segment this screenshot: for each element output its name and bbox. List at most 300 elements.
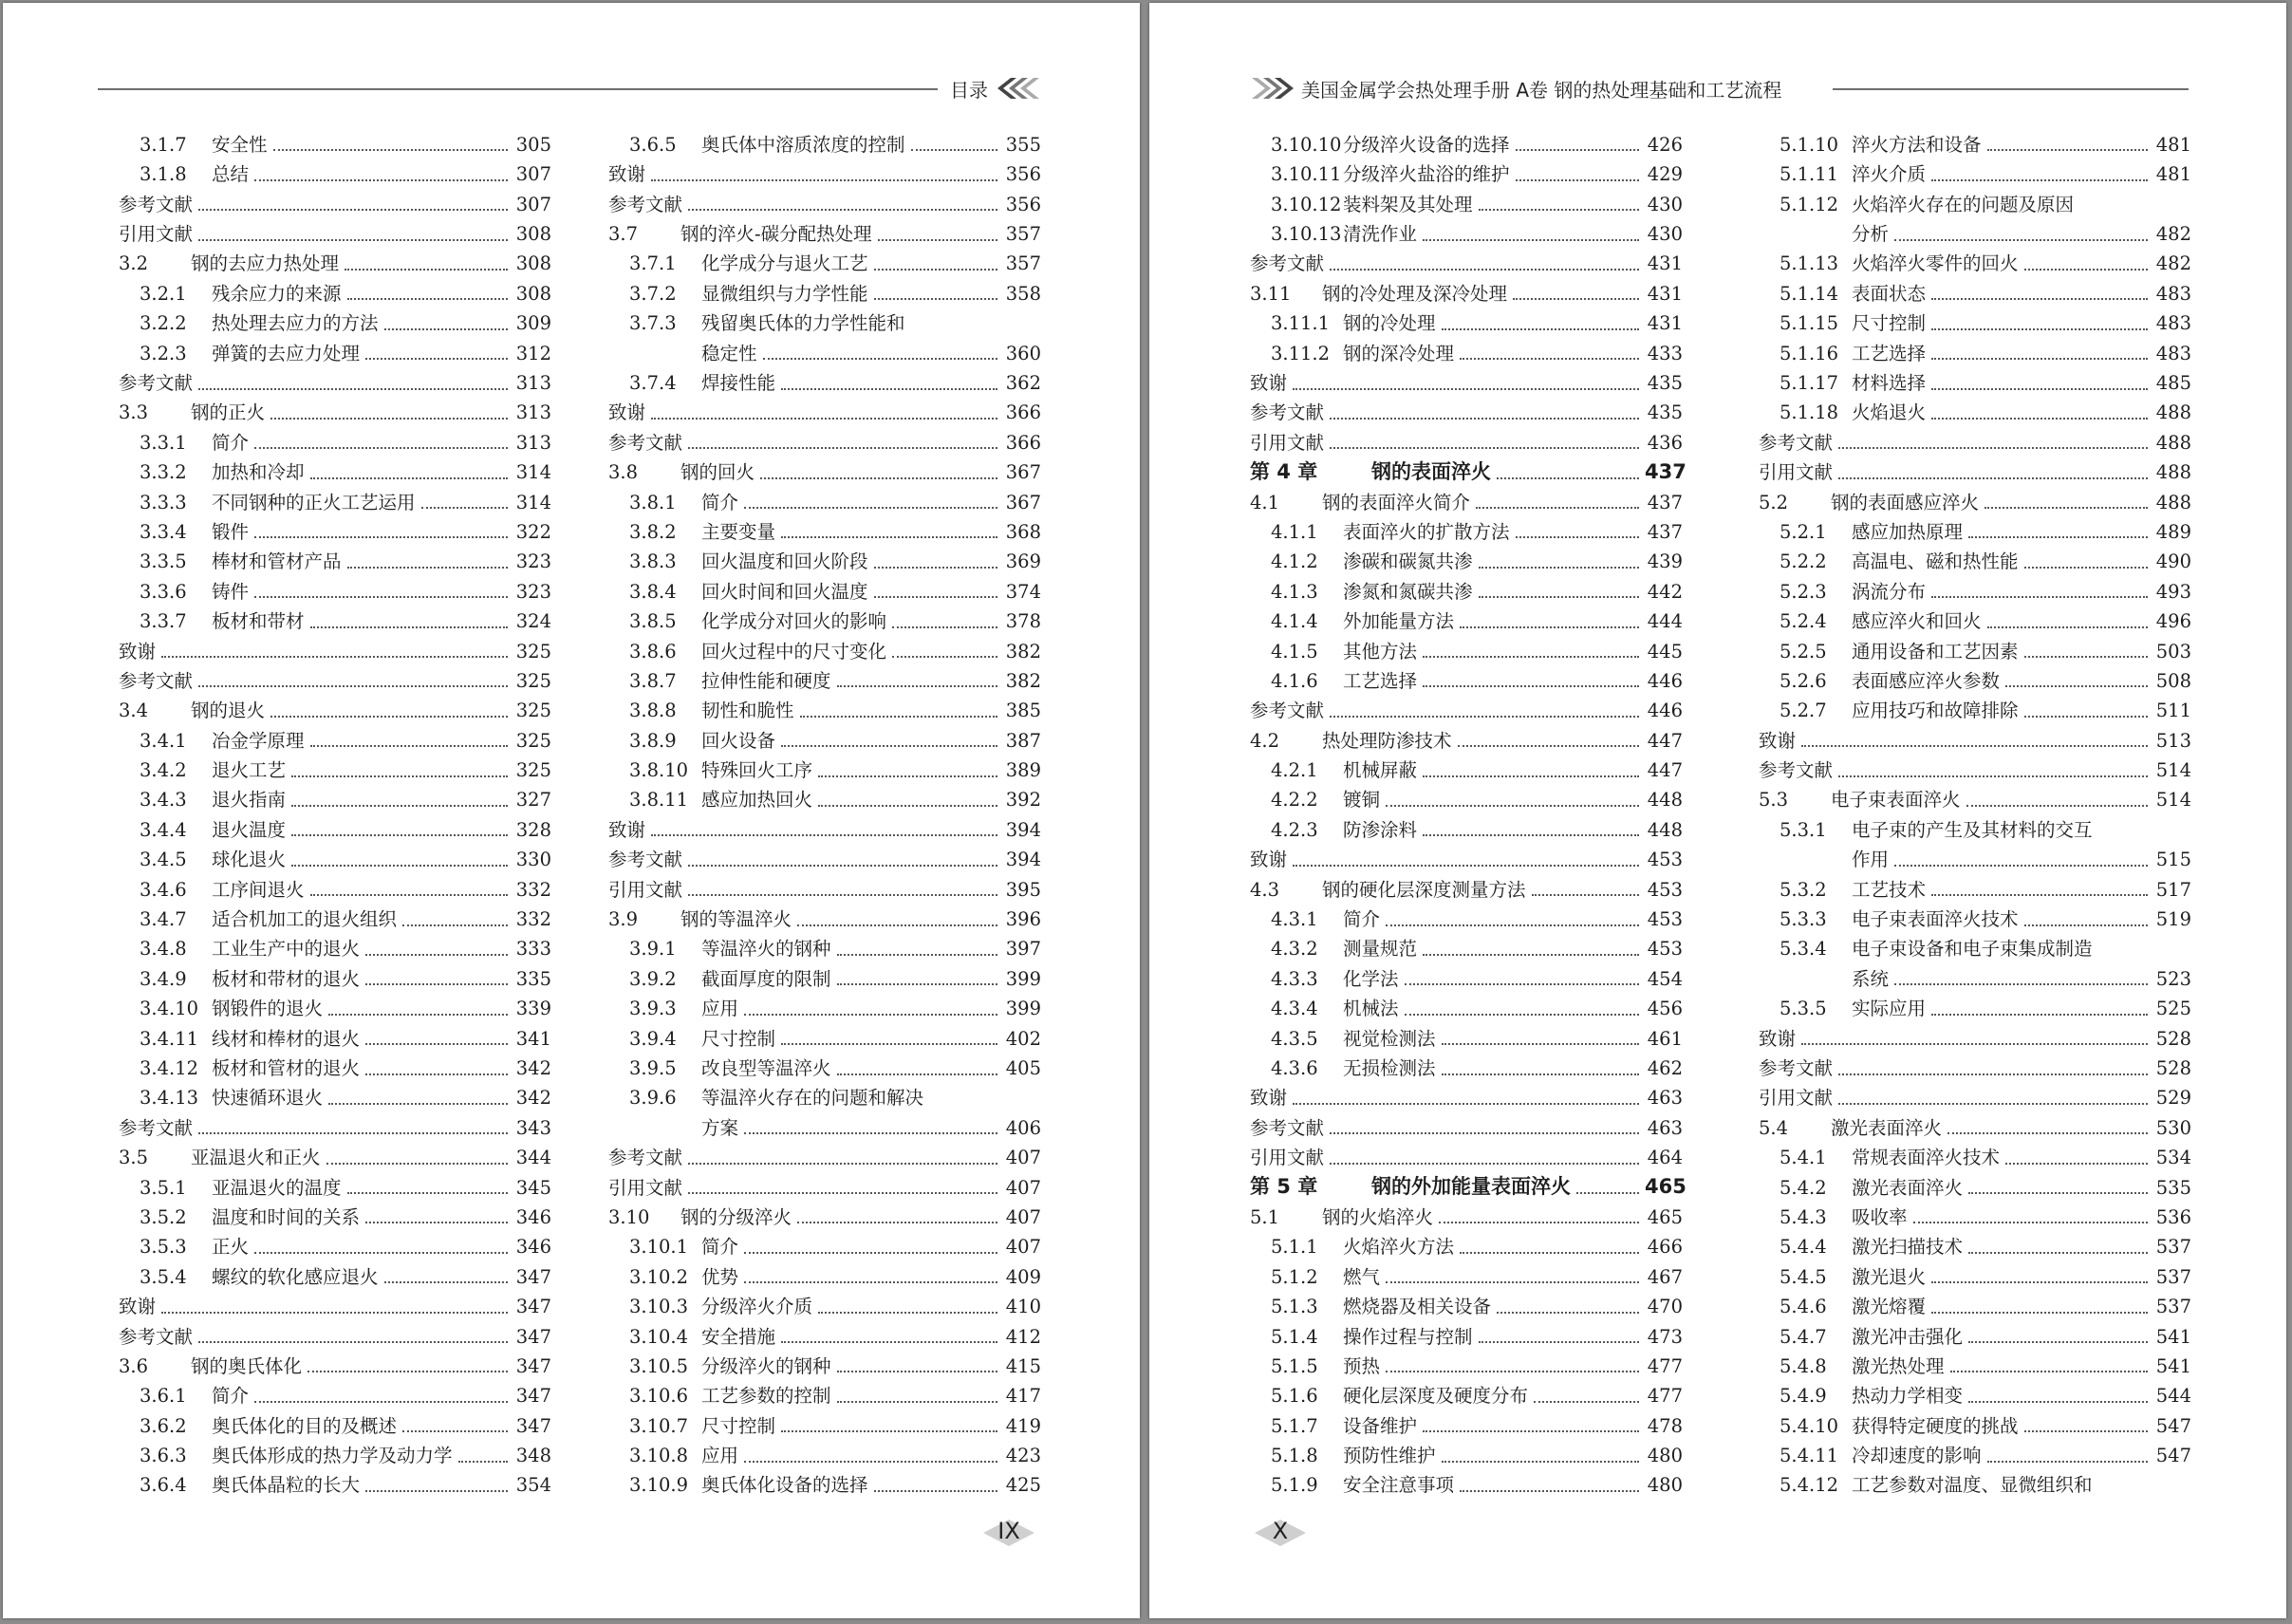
- header-rule: [1833, 88, 2189, 90]
- dot-leader: [291, 805, 508, 807]
- dot-leader: [651, 179, 997, 181]
- toc-entry-title: 回火设备: [701, 729, 776, 752]
- dot-leader: [763, 358, 997, 360]
- toc-entry: [608, 307, 1041, 336]
- toc-entry-title: 电子束的产生及其材料的交互: [1852, 818, 2093, 841]
- running-head: [3, 75, 1140, 103]
- toc-entry-page: 448: [1647, 818, 1683, 841]
- toc-entry-page: 431: [1647, 282, 1683, 305]
- toc-entry-number: 5.2.1: [1780, 520, 1827, 543]
- toc-entry-number: 4.3.3: [1271, 967, 1318, 990]
- toc-entry: [119, 1379, 551, 1409]
- toc-entry-number: 3.8.3: [629, 551, 677, 573]
- dot-leader: [1479, 596, 1639, 598]
- dot-leader: [688, 1163, 997, 1165]
- dot-leader: [874, 269, 997, 271]
- toc-entry-number: 5.4.10: [1780, 1414, 1839, 1437]
- toc-entry-page: 541: [2155, 1325, 2191, 1348]
- toc-entry-number: 4.1: [1250, 491, 1280, 513]
- toc-entry-title: 回火过程中的尺寸变化: [701, 640, 887, 663]
- toc-entry-number: 4.1.4: [1271, 610, 1318, 633]
- toc-entry-title: 机械法: [1343, 998, 1399, 1020]
- toc-entry-number: 5.2.6: [1780, 669, 1827, 692]
- dot-leader: [1968, 1341, 2148, 1343]
- toc-entry-number: 3.6: [119, 1354, 149, 1377]
- dot-leader: [345, 269, 508, 271]
- toc-entry-page: 342: [515, 1057, 551, 1079]
- toc-entry-page: 345: [515, 1176, 551, 1199]
- toc-entry-number: 3.4.2: [140, 759, 187, 782]
- toc-entry-title: 球化退火: [212, 849, 287, 871]
- toc-entry-title: 螺纹的软化感应退火: [212, 1265, 379, 1288]
- toc-entry-page: 482: [2155, 223, 2191, 246]
- toc-entry-title: 获得特定硬度的挑战: [1852, 1414, 2019, 1437]
- toc-entry-title: 显微组织与力学性能: [701, 282, 868, 305]
- toc-entry: [1759, 1230, 2191, 1260]
- toc-entry-number: 3.3.6: [140, 580, 187, 603]
- toc-entry: [1250, 1350, 1683, 1379]
- toc-entry-page: 362: [1005, 372, 1041, 395]
- toc-entry-title: 渗氮和氮碳共渗: [1343, 580, 1473, 603]
- toc-entry-number: 3.4.6: [140, 878, 187, 901]
- toc-entry: [608, 903, 1041, 932]
- toc-entry-number: 第 5 章: [1250, 1175, 1318, 1199]
- toc-entry-title: 参考文献: [119, 669, 194, 692]
- toc-entry-number: 3.4.8: [140, 938, 187, 961]
- dot-leader: [1838, 477, 2148, 479]
- toc-entry: [1759, 724, 2191, 754]
- toc-entry-number: 5.3.3: [1780, 908, 1827, 931]
- toc-entry-page: 410: [1005, 1296, 1041, 1318]
- toc-entry-page: 325: [515, 640, 551, 663]
- dot-leader: [1330, 418, 1639, 420]
- toc-entry-title: 优势: [701, 1265, 739, 1288]
- dot-leader: [688, 1192, 997, 1194]
- toc-entry: [119, 903, 551, 932]
- toc-chapter-entry: [1250, 1171, 1686, 1201]
- toc-entry: [1759, 1111, 2191, 1141]
- dot-leader: [1838, 447, 2148, 449]
- dot-leader: [651, 834, 997, 836]
- toc-entry: [608, 277, 1041, 307]
- toc-entry: [119, 664, 551, 694]
- toc-entry-number: 3.10: [608, 1205, 650, 1228]
- toc-entry-title: 参考文献: [608, 1147, 683, 1169]
- page-number-text: IX: [997, 1518, 1020, 1544]
- dot-leader: [310, 626, 508, 628]
- toc-entry-number: 5.2.5: [1780, 640, 1827, 663]
- toc-entry-title: 焊接性能: [701, 372, 776, 395]
- running-head: [1149, 75, 2286, 103]
- toc-entry-page: 305: [515, 133, 551, 156]
- toc-column-3: [1250, 128, 1686, 1499]
- toc-entry-title: 应用: [701, 998, 739, 1020]
- toc-entry: [608, 486, 1041, 515]
- dot-leader: [1931, 894, 2148, 896]
- toc-entry-number: 3.2.2: [140, 312, 187, 335]
- toc-entry-page: 488: [2155, 431, 2191, 454]
- toc-entry-number: 3.8: [608, 461, 639, 484]
- toc-entry-page: 508: [2155, 669, 2191, 692]
- toc-entry: [1250, 1111, 1683, 1141]
- toc-entry-page: 482: [2155, 252, 2191, 275]
- toc-entry-page: 447: [1647, 759, 1683, 782]
- toc-entry-page: 485: [2155, 372, 2191, 395]
- toc-entry-title: 通用设备和工艺因素: [1852, 640, 2019, 663]
- toc-entry-number: 3.8.7: [629, 669, 677, 692]
- toc-entry-title: 预热: [1343, 1354, 1381, 1377]
- toc-entry-title: 不同钢种的正火工艺运用: [212, 491, 416, 513]
- toc-entry: [1759, 158, 2191, 187]
- dot-leader: [198, 388, 508, 390]
- toc-entry-title: 致谢: [608, 818, 646, 841]
- toc-entry-number: 5.2.3: [1780, 580, 1827, 603]
- toc-entry-page: 496: [2155, 610, 2191, 633]
- dot-leader: [837, 685, 997, 687]
- dot-leader: [402, 1430, 508, 1432]
- toc-entry-number: 3.1.8: [140, 163, 187, 186]
- toc-entry: [1250, 397, 1683, 426]
- dot-leader: [837, 1371, 997, 1372]
- toc-entry: [1759, 784, 2191, 813]
- toc-entry-page: 325: [515, 669, 551, 692]
- toc-chapter-entry: [1250, 456, 1686, 485]
- toc-entry: [1250, 426, 1683, 456]
- toc-entry-title: 简介: [212, 431, 250, 454]
- toc-entry-page: 417: [1005, 1385, 1041, 1408]
- dot-leader: [2005, 1163, 2148, 1165]
- dot-leader: [781, 536, 997, 538]
- toc-entry-page: 493: [2155, 580, 2191, 603]
- toc-entry-title: 等温淬火的钢种: [701, 938, 831, 961]
- toc-entry: [1759, 664, 2191, 694]
- toc-entry: [119, 397, 551, 426]
- toc-entry-page: 511: [2155, 700, 2191, 722]
- toc-entry: [1250, 873, 1683, 903]
- toc-entry-page: 322: [515, 520, 551, 543]
- toc-entry: [1250, 813, 1683, 843]
- toc-entry: [608, 1171, 1041, 1201]
- dot-leader: [818, 805, 997, 807]
- toc-entry-title: 致谢: [1250, 372, 1288, 395]
- toc-entry-number: 3.10.7: [629, 1414, 689, 1437]
- toc-entry: [608, 1230, 1041, 1260]
- dot-leader: [1894, 239, 2148, 241]
- toc-entry: [1759, 694, 2191, 723]
- toc-entry-title: 板材和带材的退火: [212, 967, 361, 990]
- dot-leader: [878, 239, 997, 241]
- toc-entry-page: 453: [1647, 878, 1683, 901]
- toc-entry-number: 4.3.1: [1271, 908, 1318, 931]
- dot-leader: [911, 149, 997, 151]
- toc-entry-title: 渗碳和碳氮共渗: [1343, 551, 1473, 573]
- toc-entry-title: 淬火介质: [1852, 163, 1927, 186]
- toc-entry-number: 3.2.3: [140, 342, 187, 364]
- toc-entry-title: 残余应力的来源: [212, 282, 342, 305]
- dot-leader: [818, 775, 997, 777]
- toc-entry-title: 常规表面淬火技术: [1852, 1147, 2001, 1169]
- toc-entry: [119, 754, 551, 783]
- toc-entry-title: 工业生产中的退火: [212, 938, 361, 961]
- dot-leader: [1386, 1371, 1639, 1372]
- chevron-right-icon: [1248, 78, 1294, 99]
- toc-entry-number: 5.1.18: [1780, 401, 1839, 424]
- toc-entry-title: 其他方法: [1343, 640, 1418, 663]
- toc-entry: [608, 545, 1041, 574]
- toc-entry-number: 5.1.4: [1271, 1325, 1318, 1348]
- toc-entry-title: 奥氏体形成的热力学及动力学: [212, 1445, 453, 1467]
- toc-entry-number: 5.4.9: [1780, 1385, 1827, 1408]
- dot-leader: [1913, 1222, 2148, 1223]
- dot-leader: [347, 567, 508, 569]
- dot-leader: [760, 477, 997, 479]
- dot-leader: [1330, 1163, 1639, 1165]
- toc-entry-number: 4.1.2: [1271, 551, 1318, 573]
- toc-entry-title: 冶金学原理: [212, 729, 305, 752]
- toc-column-4: [1759, 128, 2191, 1499]
- toc-entry-title: 钢的去应力热处理: [191, 252, 340, 275]
- toc-entry: [608, 426, 1041, 456]
- dot-leader: [270, 716, 508, 718]
- dot-leader: [892, 656, 997, 658]
- dot-leader: [1516, 179, 1639, 181]
- toc-entry-title: 钢的硬化层深度测量方法: [1322, 878, 1526, 901]
- toc-entry-page: 332: [515, 878, 551, 901]
- toc-entry-page: 437: [1645, 459, 1686, 483]
- toc-entry: [119, 1409, 551, 1439]
- toc-entry-title: 致谢: [608, 163, 646, 186]
- toc-entry-page: 528: [2155, 1057, 2191, 1079]
- toc-entry: [1250, 933, 1683, 962]
- toc-entry: [608, 397, 1041, 426]
- toc-entry-title: 弹簧的去应力处理: [212, 342, 361, 364]
- dot-leader: [874, 1490, 997, 1492]
- toc-entry-number: 3.1.7: [140, 133, 187, 156]
- toc-entry: [608, 664, 1041, 694]
- dot-leader: [1293, 388, 1639, 390]
- toc-entry-page: 382: [1005, 640, 1041, 663]
- toc-entry: [119, 873, 551, 903]
- toc-entry-title: 感应加热原理: [1852, 520, 1964, 543]
- toc-entry-title: 安全性: [212, 133, 268, 156]
- toc-entry-page: 448: [1647, 789, 1683, 812]
- toc-entry-title: 钢的回火: [680, 461, 755, 484]
- toc-entry-title: 热处理去应力的方法: [212, 312, 379, 335]
- dot-leader: [744, 1461, 997, 1463]
- toc-entry: [119, 158, 551, 187]
- dot-leader: [328, 1014, 508, 1016]
- toc-entry-number: 5.4.11: [1780, 1445, 1839, 1467]
- dot-leader: [1423, 834, 1639, 836]
- page-number: [1247, 1514, 1314, 1552]
- toc-entry-number: 4.3.5: [1271, 1027, 1318, 1050]
- toc-entry: [1759, 1171, 2191, 1201]
- toc-entry: [1250, 754, 1683, 783]
- toc-entry-page: 312: [515, 342, 551, 364]
- dot-leader: [892, 626, 997, 628]
- toc-entry-title: 简介: [212, 1385, 250, 1408]
- toc-entry: [119, 575, 551, 605]
- toc-entry: [119, 456, 551, 485]
- toc-entry-number: 3.3.3: [140, 491, 187, 513]
- dot-leader: [254, 1401, 508, 1403]
- toc-entry-number: 3.4.10: [140, 998, 199, 1020]
- dot-leader: [797, 1222, 997, 1223]
- toc-entry: [1759, 933, 2191, 962]
- toc-entry-page: 405: [1005, 1057, 1041, 1079]
- dot-leader: [161, 656, 508, 658]
- toc-entry-page: 478: [1647, 1414, 1683, 1437]
- toc-entry: [1759, 515, 2191, 545]
- toc-entry-number: 3.8.9: [629, 729, 677, 752]
- dot-leader: [365, 983, 508, 985]
- toc-entry-number: 5.1.7: [1271, 1414, 1318, 1437]
- toc-entry-page: 481: [2155, 163, 2191, 186]
- dot-leader: [198, 1341, 508, 1343]
- dot-leader: [1442, 1073, 1639, 1075]
- toc-entry-page: 429: [1647, 163, 1683, 186]
- toc-entry-number: 3.6.5: [629, 133, 677, 156]
- toc-entry: [119, 1350, 551, 1379]
- dot-leader: [744, 1252, 997, 1254]
- toc-entry: [1759, 1290, 2191, 1319]
- toc-entry-page: 347: [515, 1265, 551, 1288]
- toc-entry-page: 436: [1647, 431, 1683, 454]
- toc-entry-number: 3.10.3: [629, 1296, 689, 1318]
- toc-entry-page: 419: [1005, 1414, 1041, 1437]
- toc-entry: [608, 813, 1041, 843]
- toc-entry: [119, 188, 551, 217]
- toc-entry-title: 参考文献: [608, 193, 683, 215]
- toc-entry: [608, 754, 1041, 783]
- toc-entry-page: 406: [1005, 1116, 1041, 1139]
- toc-entry-number: 3.8.10: [629, 759, 689, 782]
- toc-entry-title: 致谢: [1759, 1027, 1797, 1050]
- toc-entry-number: 3.10.1: [629, 1236, 689, 1259]
- toc-entry-number: 3.6.4: [140, 1474, 187, 1497]
- toc-entry: [1759, 128, 2191, 158]
- toc-entry-page: 369: [1005, 551, 1041, 573]
- toc-entry-page: 547: [2155, 1445, 2191, 1467]
- toc-entry-number: 4.1.6: [1271, 669, 1318, 692]
- toc-entry-title: 钢的火焰淬火: [1322, 1205, 1434, 1228]
- toc-entry-title: 测量规范: [1343, 938, 1418, 961]
- toc-entry-title: 正火: [212, 1236, 250, 1259]
- toc-entry-title: 涡流分布: [1852, 580, 1927, 603]
- toc-entry: [1759, 456, 2191, 485]
- dot-leader: [1293, 1103, 1639, 1105]
- toc-entry: [1250, 962, 1683, 992]
- toc-entry-title: 钢的退火: [191, 700, 266, 722]
- toc-entry-title: 高温电、磁和热性能: [1852, 551, 2019, 573]
- toc-entry: [1250, 992, 1683, 1021]
- toc-entry-page: 325: [515, 729, 551, 752]
- dot-leader: [1386, 924, 1639, 926]
- toc-entry: [1759, 843, 2191, 872]
- toc-entry-page: 394: [1005, 818, 1041, 841]
- toc-entry-number: 5.1.8: [1271, 1445, 1318, 1467]
- toc-entry-page: 470: [1647, 1296, 1683, 1318]
- toc-entry-title: 工艺参数对温度、显微组织和: [1852, 1474, 2093, 1497]
- toc-entry-number: 3.9: [608, 908, 639, 931]
- toc-entry: [1250, 635, 1683, 664]
- toc-entry-page: 327: [515, 789, 551, 812]
- toc-entry-page: 354: [515, 1474, 551, 1497]
- toc-entry-title: 参考文献: [1250, 401, 1325, 424]
- toc-entry-title: 引用文献: [1250, 431, 1325, 454]
- toc-entry-page: 537: [2155, 1296, 2191, 1318]
- toc-entry-page: 387: [1005, 729, 1041, 752]
- toc-entry-page: 454: [1647, 967, 1683, 990]
- toc-entry-page: 356: [1005, 193, 1041, 215]
- dot-leader: [781, 745, 997, 747]
- toc-entry-number: 5.4.2: [1780, 1176, 1827, 1199]
- toc-entry: [1250, 337, 1683, 366]
- toc-entry-title: 分级淬火设备的选择: [1343, 133, 1510, 156]
- toc-entry-page: 430: [1647, 193, 1683, 215]
- toc-entry-page: 308: [515, 223, 551, 246]
- toc-entry-title: 热动力学相变: [1852, 1385, 1964, 1408]
- toc-entry-number: 5.1.13: [1780, 252, 1839, 275]
- toc-entry-page: 426: [1647, 133, 1683, 156]
- toc-entry-page: 529: [2155, 1087, 2191, 1110]
- toc-entry-number: 5.4.8: [1780, 1354, 1827, 1377]
- toc-entry-number: 3.9.1: [629, 938, 677, 961]
- dot-leader: [198, 209, 508, 211]
- toc-entry-page: 466: [1647, 1236, 1683, 1259]
- toc-entry-page: 402: [1005, 1027, 1041, 1050]
- toc-entry-page: 399: [1005, 967, 1041, 990]
- toc-entry-page: 325: [515, 700, 551, 722]
- toc-entry: [1759, 575, 2191, 605]
- toc-entry-page: 445: [1647, 640, 1683, 663]
- toc-entry-page: 308: [515, 282, 551, 305]
- toc-entry-title: 激光退火: [1852, 1265, 1927, 1288]
- toc-entry: [119, 1141, 551, 1170]
- toc-entry-title: 奥氏体晶粒的长大: [212, 1474, 361, 1497]
- toc-entry: [1759, 1260, 2191, 1290]
- right-page: [1149, 3, 2286, 1618]
- toc-entry-number: 5.2: [1759, 491, 1789, 513]
- toc-entry: [1250, 843, 1683, 872]
- toc-entry-page: 464: [1647, 1147, 1683, 1169]
- toc-entry: [608, 605, 1041, 634]
- toc-entry: [1250, 903, 1683, 932]
- dot-leader: [1516, 536, 1639, 538]
- toc-entry-number: 5.1.3: [1271, 1296, 1318, 1318]
- toc-entry-title: 外加能量方法: [1343, 610, 1455, 633]
- toc-entry-title: 特殊回火工序: [701, 759, 813, 782]
- toc-entry-title: 装料架及其处理: [1343, 193, 1473, 215]
- toc-entry: [119, 962, 551, 992]
- toc-column-2: [608, 128, 1041, 1499]
- dot-leader: [365, 358, 508, 360]
- toc-entry-title: 分级淬火介质: [701, 1296, 813, 1318]
- toc-entry: [608, 1260, 1041, 1290]
- toc-entry-title: 参考文献: [1250, 252, 1325, 275]
- toc-entry-title: 残留奥氏体的力学性能和: [701, 312, 905, 335]
- toc-entry-page: 339: [515, 998, 551, 1020]
- toc-entry: [1759, 754, 2191, 783]
- dot-leader: [2024, 1430, 2148, 1432]
- toc-entry-page: 330: [515, 849, 551, 871]
- toc-entry-number: 4.1.3: [1271, 580, 1318, 603]
- dot-leader: [1330, 447, 1639, 449]
- toc-entry-number: 3.7.4: [629, 372, 677, 395]
- toc-entry-number: 3.7: [608, 223, 639, 246]
- toc-entry-page: 517: [2155, 878, 2191, 901]
- toc-entry-title: 致谢: [119, 1296, 157, 1318]
